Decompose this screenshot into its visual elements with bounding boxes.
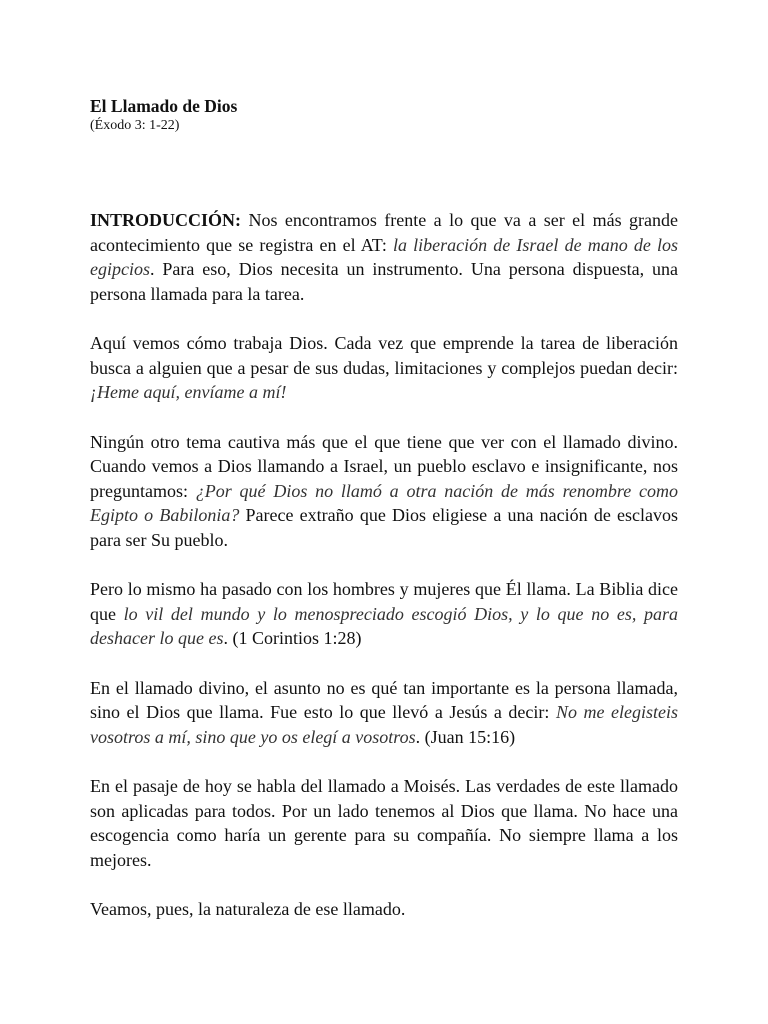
document-title: El Llamado de Dios [90,96,238,116]
paragraph-text: . (1 Corintios 1:28) [223,628,362,648]
paragraph-text: Veamos, pues, la naturaleza de ese llamado. [90,899,406,919]
paragraph-7 [90,897,678,922]
paragraph-italic: No me elegisteis vosotros a mí, sino que yo os elegí a vosotros [90,702,679,747]
paragraph-text: . Para eso, Dios necesita un instrumento. Una persona dispuesta, una persona llamada para la tarea. [90,259,678,304]
paragraph-text: Nos encontramos frente a lo que va a ser el más grande acontecimiento que se registra en el AT: [90,210,678,255]
scripture-reference: (Éxodo 3: 1-22) [90,118,180,133]
paragraph-6 [90,774,678,872]
paragraph-text: Parece extraño que Dios eligiese a una nación de esclavos para ser Su pueblo. [90,505,678,550]
paragraph-text: Aquí vemos cómo trabaja Dios. Cada vez que emprende la tarea de liberación busca a alguien que a pesar de sus dudas, limitaciones y complejos puedan decir: [90,333,678,378]
paragraph-text: . (Juan 15:16) [415,726,516,747]
document-page [90,95,678,922]
paragraph-text: Pero lo mismo ha pasado con los hombres y mujeres que Él llama. La Biblia dice que [90,579,678,624]
intro-label: INTRODUCCIÓN: [90,210,242,230]
paragraph-italic: lo vil del mundo y lo menospreciado escogió Dios, y lo que no es, para deshacer lo que es [90,603,678,648]
paragraph-text: En el pasaje de hoy se habla del llamado a Moisés. Las verdades de este llamado son aplicadas para todos. Por un lado tenemos al Dios que llama. No hace una escogencia como haría un gerente para su compañía. No siempre llama a los mejores. [90,776,678,870]
paragraph-introduction [90,208,678,306]
paragraph-5 [90,676,678,750]
paragraph-4 [90,577,678,651]
paragraph-2 [90,331,678,405]
paragraph-italic: la liberación de Israel de mano de los egipcios [90,234,678,279]
paragraph-text: Ningún otro tema cautiva más que el que tiene que ver con el llamado divino. Cuando vemos a Dios llamando a Israel, un pueblo esclavo e insignificante, nos preguntamos: [90,431,678,501]
paragraph-italic: ¿Por qué Dios no llamó a otra nación de más renombre como Egipto o Babilonia? [90,480,678,525]
paragraph-3 [90,430,678,553]
paragraph-italic: ¡Heme aquí, envíame a mí! [90,382,287,402]
paragraph-text: En el llamado divino, el asunto no es qué tan importante es la persona llamada, sino el Dios que llama. Fue esto lo que llevó a Jesús a decir: [90,677,678,722]
